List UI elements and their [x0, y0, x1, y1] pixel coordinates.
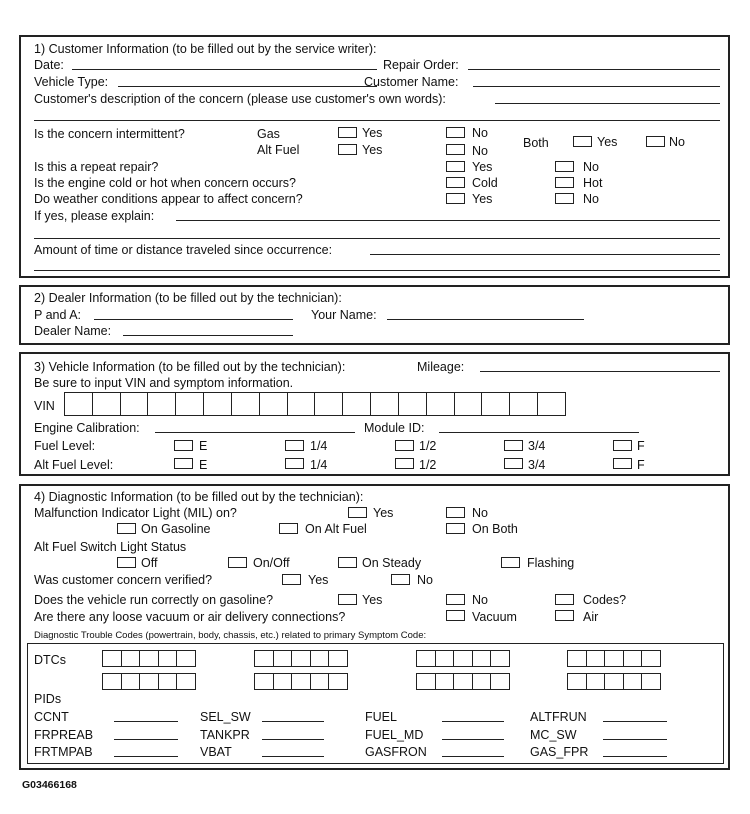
switch-off-label: Off: [141, 556, 158, 570]
no-label: No: [583, 160, 599, 174]
pid-mc-sw-field[interactable]: [603, 739, 667, 740]
intermittent-alt-fuel-yes-checkbox[interactable]: [338, 144, 357, 155]
alt-fuel-three-quarter-checkbox[interactable]: [504, 458, 523, 469]
dtcs-label: DTCs: [34, 653, 66, 667]
on-gasoline-checkbox[interactable]: [117, 523, 136, 534]
loose-connections-question: Are there any loose vacuum or air delivery connections?: [34, 610, 346, 624]
dtc-grid-3b[interactable]: [416, 673, 510, 690]
pid-frtmpab-label: FRTMPAB: [34, 745, 93, 759]
no-label: No: [472, 593, 488, 607]
customer-name-label: Customer Name:: [364, 75, 459, 89]
switch-status-label: Alt Fuel Switch Light Status: [34, 540, 187, 554]
alt-fuel-half-label: 1/2: [419, 458, 437, 472]
section-diagnostic-information: [19, 484, 730, 770]
alt-fuel-quarter-label: 1/4: [310, 458, 328, 472]
switch-off-checkbox[interactable]: [117, 557, 136, 568]
concern-description-line-2[interactable]: [34, 120, 720, 121]
pid-ccnt-field[interactable]: [114, 721, 178, 722]
pid-fuel-md-label: FUEL_MD: [365, 728, 424, 742]
pid-tankpr-label: TANKPR: [200, 728, 250, 742]
weather-no-checkbox[interactable]: [555, 193, 574, 204]
no-label: No: [669, 135, 685, 149]
runs-gas-no-checkbox[interactable]: [446, 594, 465, 605]
intermittent-both-no-checkbox[interactable]: [646, 136, 665, 147]
yes-label: Yes: [362, 126, 383, 140]
mil-yes-checkbox[interactable]: [348, 507, 367, 518]
explain-field[interactable]: [176, 220, 720, 221]
pid-tankpr-field[interactable]: [262, 739, 324, 740]
no-label: No: [583, 192, 599, 206]
verified-no-checkbox[interactable]: [391, 574, 410, 585]
no-label: No: [417, 573, 433, 587]
customer-name-field[interactable]: [473, 86, 720, 87]
fuel-quarter-label: 1/4: [310, 439, 328, 453]
on-both-checkbox[interactable]: [446, 523, 465, 534]
date-field[interactable]: [72, 69, 377, 70]
section-dealer-information: [19, 285, 730, 345]
on-alt-fuel-checkbox[interactable]: [279, 523, 298, 534]
cold-label: Cold: [472, 176, 498, 190]
pid-vbat-field[interactable]: [262, 756, 324, 757]
weather-yes-checkbox[interactable]: [446, 193, 465, 204]
pid-fuel-label: FUEL: [365, 710, 397, 724]
fuel-quarter-checkbox[interactable]: [285, 440, 304, 451]
repeat-yes-checkbox[interactable]: [446, 161, 465, 172]
pid-gas-fpr-label: GAS_FPR: [530, 745, 589, 759]
on-alt-fuel-label: On Alt Fuel: [305, 522, 367, 536]
p-and-a-label: P and A:: [34, 308, 82, 322]
codes-checkbox[interactable]: [555, 594, 574, 605]
dealer-name-label: Dealer Name:: [34, 324, 112, 338]
alt-fuel-half-checkbox[interactable]: [395, 458, 414, 469]
pid-vbat-label: VBAT: [200, 745, 232, 759]
intermittent-both-yes-checkbox[interactable]: [573, 136, 592, 147]
dealer-name-field[interactable]: [123, 335, 293, 336]
no-label: No: [472, 126, 488, 140]
alt-fuel-e-label: E: [199, 458, 208, 472]
runs-on-gasoline-question: Does the vehicle run correctly on gasoline?: [34, 593, 274, 607]
dtc-grid-1a[interactable]: [102, 650, 196, 667]
your-name-label: Your Name:: [311, 308, 377, 322]
engine-calibration-label: Engine Calibration:: [34, 421, 140, 435]
switch-on-off-checkbox[interactable]: [228, 557, 247, 568]
fuel-level-label: Fuel Level:: [34, 439, 96, 453]
section-customer-information: [19, 35, 730, 278]
fuel-half-checkbox[interactable]: [395, 440, 414, 451]
mileage-label: Mileage:: [417, 360, 465, 374]
pid-gasfron-field[interactable]: [442, 756, 504, 757]
runs-gas-yes-checkbox[interactable]: [338, 594, 357, 605]
vin-input-grid[interactable]: [64, 392, 566, 416]
yes-label: Yes: [472, 160, 493, 174]
alt-fuel-quarter-checkbox[interactable]: [285, 458, 304, 469]
alt-fuel-f-label: F: [637, 458, 645, 472]
fuel-f-label: F: [637, 439, 645, 453]
vin-note: Be sure to input VIN and symptom information.: [34, 376, 294, 390]
repeat-repair-question: Is this a repeat repair?: [34, 160, 159, 174]
section-1-title: 1) Customer Information (to be filled out by the service writer):: [34, 42, 377, 56]
verified-question: Was customer concern verified?: [34, 573, 213, 587]
dtc-grid-3a[interactable]: [416, 650, 510, 667]
section-2-title: 2) Dealer Information (to be filled out by the technician):: [34, 291, 342, 305]
p-and-a-field[interactable]: [94, 319, 293, 320]
fuel-three-quarter-checkbox[interactable]: [504, 440, 523, 451]
pid-altfrun-field[interactable]: [603, 721, 667, 722]
yes-label: Yes: [472, 192, 493, 206]
on-both-label: On Both: [472, 522, 518, 536]
dtc-note: Diagnostic Trouble Codes (powertrain, body, chassis, etc.) related to primary Symptom Code:: [34, 630, 427, 641]
on-gasoline-label: On Gasoline: [141, 522, 211, 536]
pid-altfrun-label: ALTFRUN: [530, 710, 587, 724]
pid-fuel-field[interactable]: [442, 721, 504, 722]
alt-fuel-level-label: Alt Fuel Level:: [34, 458, 114, 472]
alt-fuel-label: Alt Fuel: [257, 143, 300, 157]
alt-fuel-e-checkbox[interactable]: [174, 458, 193, 469]
yes-label: Yes: [362, 143, 383, 157]
weather-question: Do weather conditions appear to affect concern?: [34, 192, 303, 206]
yes-label: Yes: [597, 135, 618, 149]
fuel-three-quarter-label: 3/4: [528, 439, 546, 453]
yes-label: Yes: [362, 593, 383, 607]
dtc-grid-2b[interactable]: [254, 673, 348, 690]
switch-on-steady-checkbox[interactable]: [338, 557, 357, 568]
pid-mc-sw-label: MC_SW: [530, 728, 577, 742]
vacuum-label: Vacuum: [472, 610, 517, 624]
yes-label: Yes: [308, 573, 329, 587]
air-label: Air: [583, 610, 599, 624]
pid-ccnt-label: CCNT: [34, 710, 69, 724]
pid-frtmpab-field[interactable]: [114, 756, 178, 757]
alt-fuel-f-checkbox[interactable]: [613, 458, 632, 469]
section-vehicle-information: [19, 352, 730, 476]
both-label: Both: [523, 136, 549, 150]
verified-yes-checkbox[interactable]: [282, 574, 301, 585]
figure-id: G03466168: [22, 779, 77, 791]
concern-description-label: Customer's description of the concern (please use customer's own words):: [34, 92, 446, 106]
pid-gas-fpr-field[interactable]: [603, 756, 667, 757]
switch-flashing-label: Flashing: [527, 556, 575, 570]
cold-hot-question: Is the engine cold or hot when concern occurs?: [34, 176, 296, 190]
time-distance-line-2[interactable]: [34, 270, 720, 271]
pid-gasfron-label: GASFRON: [365, 745, 427, 759]
section-3-title: 3) Vehicle Information (to be filled out by the technician):: [34, 360, 346, 374]
module-id-label: Module ID:: [364, 421, 425, 435]
date-label: Date:: [34, 58, 64, 72]
alt-fuel-three-quarter-label: 3/4: [528, 458, 546, 472]
repair-order-label: Repair Order:: [383, 58, 459, 72]
gas-label: Gas: [257, 127, 280, 141]
vacuum-checkbox[interactable]: [446, 610, 465, 621]
pid-frpreab-field[interactable]: [114, 739, 178, 740]
pids-label: PIDs: [34, 692, 62, 706]
dtc-grid-4a[interactable]: [567, 650, 661, 667]
switch-flashing-checkbox[interactable]: [501, 557, 520, 568]
vehicle-type-field[interactable]: [118, 86, 377, 87]
fuel-e-checkbox[interactable]: [174, 440, 193, 451]
dtc-pid-box: [27, 643, 724, 764]
module-id-field[interactable]: [439, 432, 639, 433]
intermittent-gas-yes-checkbox[interactable]: [338, 127, 357, 138]
fuel-f-checkbox[interactable]: [613, 440, 632, 451]
switch-on-steady-label: On Steady: [362, 556, 422, 570]
intermittent-question: Is the concern intermittent?: [34, 127, 185, 141]
yes-label: Yes: [373, 506, 394, 520]
intermittent-gas-no-checkbox[interactable]: [446, 127, 465, 138]
engine-calibration-field[interactable]: [155, 432, 355, 433]
hot-checkbox[interactable]: [555, 177, 574, 188]
explain-label: If yes, please explain:: [34, 209, 155, 223]
air-checkbox[interactable]: [555, 610, 574, 621]
intermittent-alt-fuel-no-checkbox[interactable]: [446, 144, 465, 155]
pid-sel-sw-field[interactable]: [262, 721, 324, 722]
pid-sel-sw-label: SEL_SW: [200, 710, 251, 724]
switch-on-off-label: On/Off: [253, 556, 290, 570]
pid-frpreab-label: FRPREAB: [34, 728, 94, 742]
your-name-field[interactable]: [387, 319, 584, 320]
section-4-title: 4) Diagnostic Information (to be filled out by the technician):: [34, 490, 364, 504]
fuel-half-label: 1/2: [419, 439, 437, 453]
pid-fuel-md-field[interactable]: [442, 739, 504, 740]
vehicle-type-label: Vehicle Type:: [34, 75, 109, 89]
dtc-grid-1b[interactable]: [102, 673, 196, 690]
repeat-no-checkbox[interactable]: [555, 161, 574, 172]
hot-label: Hot: [583, 176, 603, 190]
dtc-grid-2a[interactable]: [254, 650, 348, 667]
dtc-grid-4b[interactable]: [567, 673, 661, 690]
time-distance-field[interactable]: [370, 254, 720, 255]
repair-order-field[interactable]: [468, 69, 720, 70]
mileage-field[interactable]: [480, 371, 720, 372]
concern-description-field[interactable]: [495, 103, 720, 104]
no-label: No: [472, 144, 488, 158]
fuel-e-label: E: [199, 439, 208, 453]
time-distance-label: Amount of time or distance traveled since occurrence:: [34, 243, 333, 257]
no-label: No: [472, 506, 488, 520]
codes-label: Codes?: [583, 593, 627, 607]
mil-no-checkbox[interactable]: [446, 507, 465, 518]
vin-label: VIN: [34, 399, 55, 413]
mil-question: Malfunction Indicator Light (MIL) on?: [34, 506, 237, 520]
explain-line-2[interactable]: [34, 238, 720, 239]
cold-checkbox[interactable]: [446, 177, 465, 188]
